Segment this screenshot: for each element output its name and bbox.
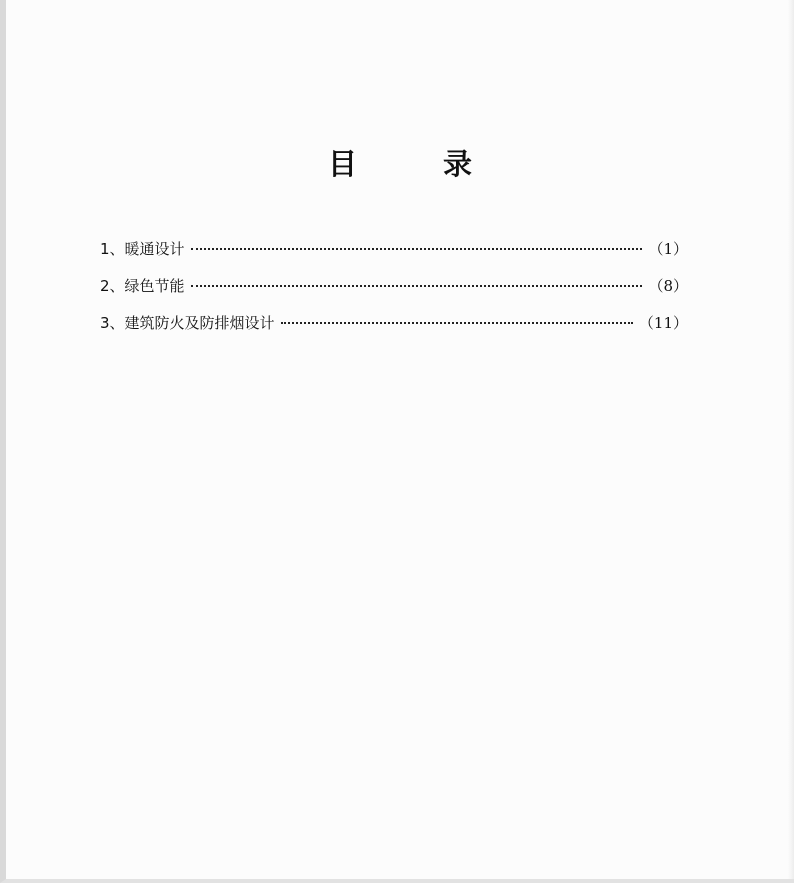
table-of-contents — [100, 238, 688, 349]
dot-leader — [191, 285, 643, 287]
toc-entry-hvac-design[interactable] — [100, 238, 688, 275]
toc-entry-page-number: （11） — [638, 314, 688, 332]
toc-entry-label: 3、建筑防火及防排烟设计 — [100, 314, 275, 332]
toc-entry-label: 2、绿色节能 — [100, 277, 185, 295]
toc-entry-fire-protection-smoke-control[interactable] — [100, 312, 688, 349]
toc-entry-page-number: （1） — [648, 240, 688, 258]
dot-leader — [191, 248, 643, 250]
toc-entry-page-number: （8） — [648, 277, 688, 295]
toc-entry-green-energy-saving[interactable] — [100, 275, 688, 312]
toc-entry-label: 1、暖通设计 — [100, 240, 185, 258]
dot-leader — [281, 322, 633, 324]
page-title: 目 录 — [327, 147, 511, 181]
